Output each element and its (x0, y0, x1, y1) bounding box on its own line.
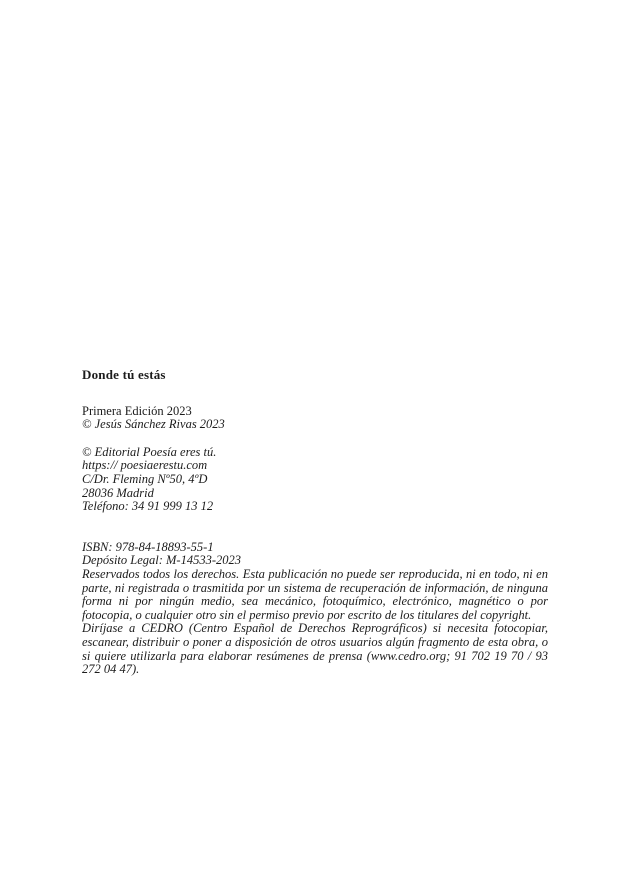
legal-ids-block (82, 541, 548, 568)
edition-line: Primera Edición 2023 (82, 403, 192, 418)
cedro-notice-paragraph: Diríjase a CEDRO (Centro Español de Derechos Reprográficos) si necesita fotocopiar, escanear, distribuir o poner a disposición de otros usuarios algún fragmento de esta obra, o si quiere utilizarla para elaborar resúmenes de prensa (www.cedro.org; 91 702 19 70 / 93 272 04 47). (82, 621, 548, 677)
edition-block (82, 405, 548, 432)
publisher-website-line: https:// poesiaerestu.com (82, 458, 208, 473)
isbn-line: ISBN: 978-84-18893-55-1 (82, 539, 214, 554)
publisher-address-line: C/Dr. Fleming Nº50, 4ºD (82, 471, 208, 486)
rights-reserved-paragraph: Reservados todos los derechos. Esta publicación no puede ser reproducida, ni en todo, ni en parte, ni registrada o trasmitida por un sistema de recuperación de información, de ninguna forma ni por ningún medio, sea mecánico, fotoquímico, electrónico, magnético o por fotocopia, o cualquier otro sin el permiso previo por escrito de los titulares del copyright. (82, 566, 548, 622)
publisher-city-line: 28036 Madrid (82, 485, 154, 500)
publisher-copyright-line: © Editorial Poesía eres tú. (82, 444, 217, 459)
author-copyright-line: © Jesús Sánchez Rivas 2023 (82, 417, 225, 432)
publisher-phone-line: Teléfono: 34 91 999 13 12 (82, 499, 214, 514)
deposito-legal-line: Depósito Legal: M-14533-2023 (82, 553, 242, 568)
colophon-text-block (82, 368, 548, 677)
publisher-block (82, 446, 548, 514)
book-title: Donde tú estás (82, 367, 166, 382)
